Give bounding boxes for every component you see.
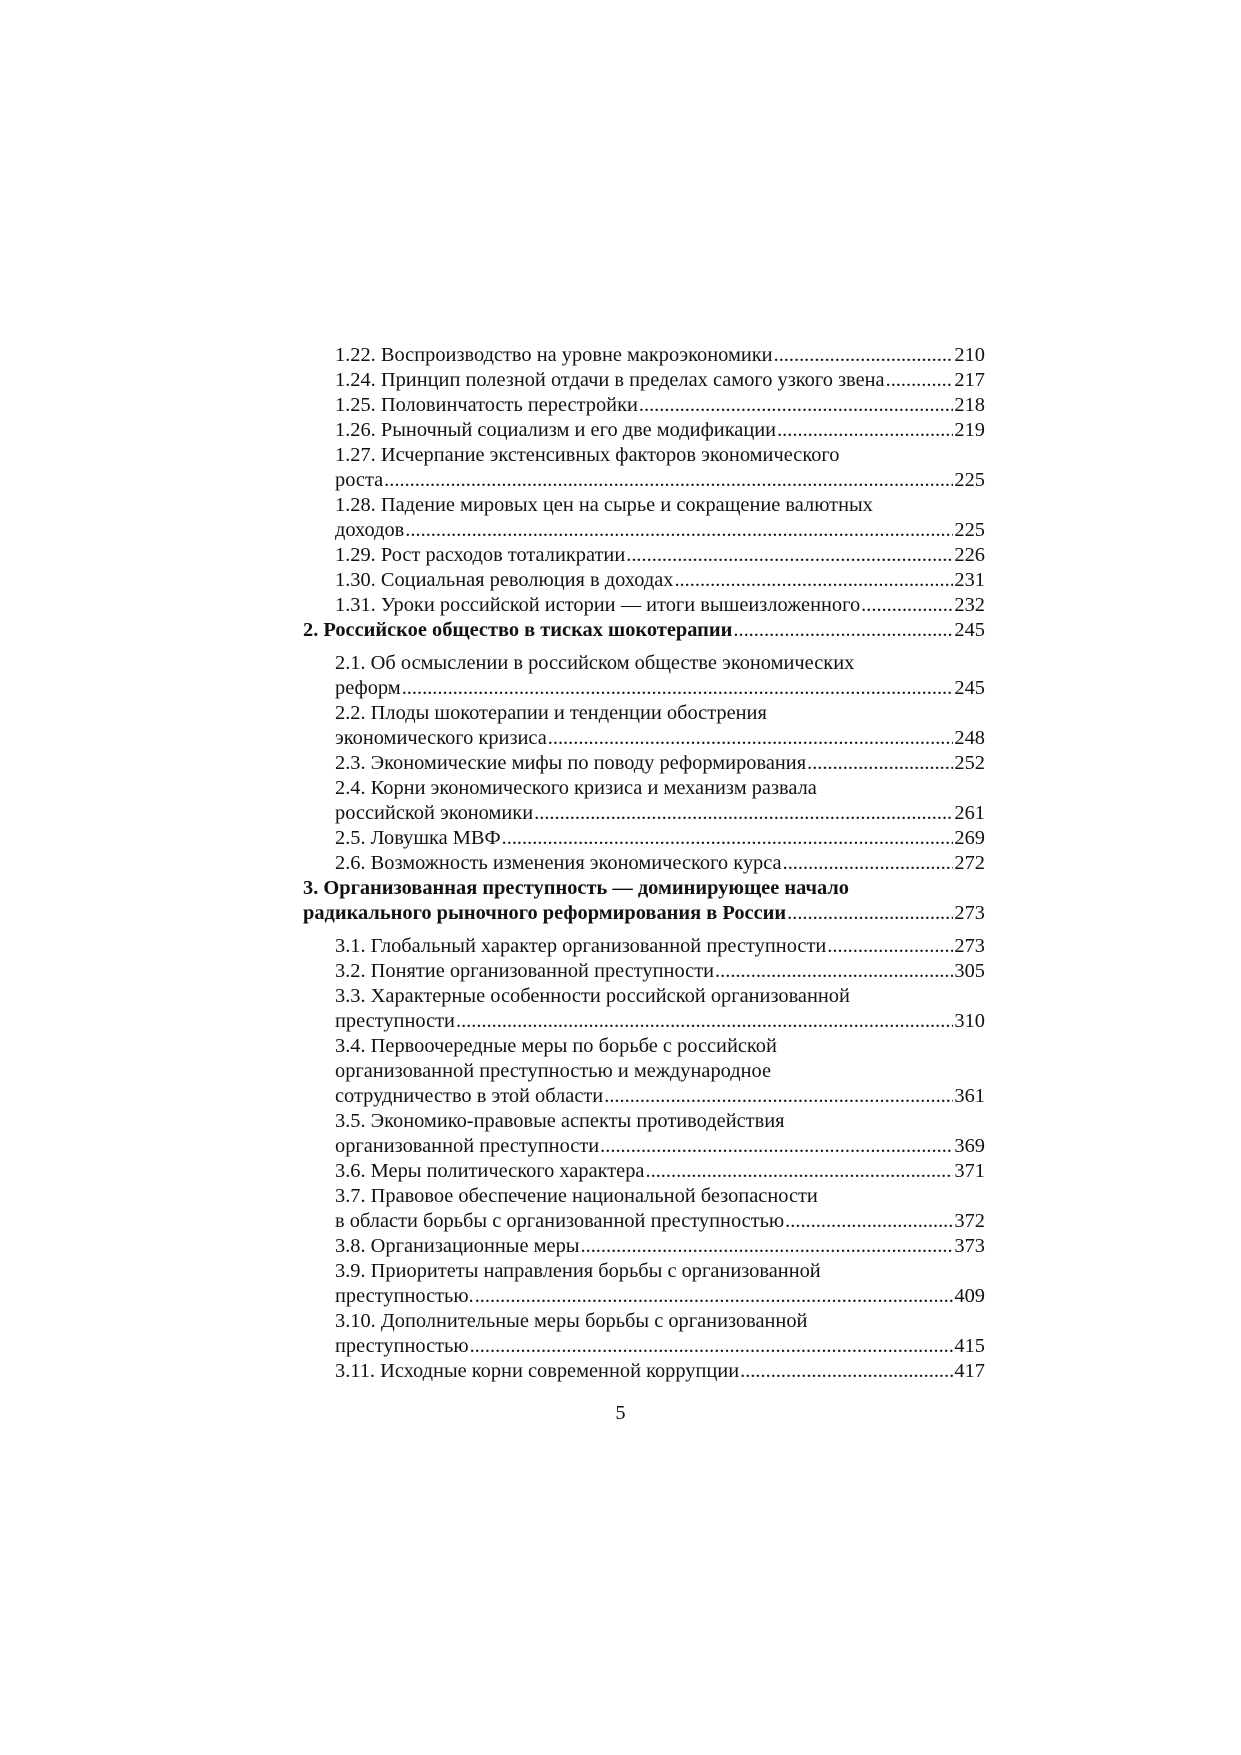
toc-entry-final-line [335, 1234, 985, 1259]
toc-entry-final-line [335, 1084, 985, 1109]
toc-entry-title-line: 2. Российское общество в тисках шокотерапии [303, 619, 733, 641]
toc-section-entry [303, 984, 985, 1034]
toc-entry-title-line: 3.11. Исходные корни современной коррупции [335, 1360, 740, 1382]
toc-entry-title-line: организованной преступностью и международное [335, 1060, 772, 1082]
toc-entry-final-line [335, 1209, 985, 1234]
toc-entry-title-line: экономического кризиса [335, 727, 547, 749]
toc-entry-title-line: организованной преступности [335, 1135, 600, 1157]
toc-section-entry [303, 776, 985, 826]
dot-leader [774, 343, 954, 368]
toc-section-entry [303, 851, 985, 876]
toc-entry-title-line: 1.24. Принцип полезной отдачи в пределах самого узкого звена [335, 369, 885, 391]
dot-leader [626, 543, 953, 568]
dot-leader [600, 1134, 953, 1159]
toc-entry-final-line [335, 801, 985, 826]
toc-page-number: 218 [954, 394, 985, 416]
toc-entry-final-line [335, 468, 985, 493]
dot-leader [715, 959, 953, 984]
toc-entry-final-line [335, 826, 985, 851]
toc-entry-title-line: преступностью [335, 1335, 469, 1357]
toc-entry-final-line [335, 568, 985, 593]
toc-page-number: 269 [954, 827, 985, 849]
dot-leader [581, 1234, 954, 1259]
toc-section-entry [303, 1034, 985, 1109]
toc-entry-final-line [335, 959, 985, 984]
toc-page-number: 219 [954, 419, 985, 441]
toc-entry-title-line: 3.3. Характерные особенности российской организованной [335, 985, 850, 1007]
dot-leader [674, 568, 953, 593]
toc-entry-title-line: доходов [335, 519, 405, 541]
toc-entry-final-line [335, 543, 985, 568]
dot-leader [827, 934, 953, 959]
toc-page-number: 361 [954, 1085, 985, 1107]
toc-section-entry [303, 593, 985, 618]
toc-section-entry [303, 493, 985, 543]
toc-entry-title-line: 3.1. Глобальный характер организованной преступности [335, 935, 827, 957]
toc-entry-title-line: 2.2. Плоды шокотерапии и тенденции обострения [335, 702, 767, 724]
toc-page-number: 272 [954, 852, 985, 874]
toc-entry-title-line: 2.1. Об осмыслении в российском обществе экономических [335, 652, 855, 674]
toc-entry-final-line [335, 1359, 985, 1384]
toc-entry-title-line: реформ [335, 677, 401, 699]
toc-section-entry [303, 1359, 985, 1384]
dot-leader [548, 726, 954, 751]
toc-entry-title-line: 2.5. Ловушка МВФ [335, 827, 501, 849]
toc-page-number: 226 [954, 544, 985, 566]
toc-entry-title-line: в области борьбы с организованной преступностью [335, 1210, 785, 1232]
dot-leader [502, 826, 954, 851]
toc-entry-final-line [335, 851, 985, 876]
dot-leader [733, 618, 953, 643]
toc-chapter-entry [303, 876, 985, 926]
toc-entry-title-line: 3.6. Меры политического характера [335, 1160, 645, 1182]
toc-entry-final-line [335, 726, 985, 751]
toc-entry-final-line [303, 901, 985, 926]
dot-leader [785, 1209, 953, 1234]
toc-entry-title-line: 1.28. Падение мировых цен на сырье и сокращение валютных [335, 494, 873, 516]
toc-page-number: 372 [954, 1210, 985, 1232]
toc-entry-final-line [335, 1334, 985, 1359]
toc-page-number: 252 [954, 752, 985, 774]
toc-section-entry [303, 443, 985, 493]
toc-entry-final-line [335, 368, 985, 393]
toc-section-entry [303, 1184, 985, 1234]
toc-entry-title-line: 1.22. Воспроизводство на уровне макроэкономики [335, 344, 773, 366]
toc-entry-final-line [335, 934, 985, 959]
toc-section-entry [303, 1234, 985, 1259]
dot-leader [534, 801, 953, 826]
toc-entry-title-line: 3.7. Правовое обеспечение национальной безопасности [335, 1185, 818, 1207]
toc-entry-title-line: роста [335, 469, 384, 491]
dot-leader [402, 676, 954, 701]
toc-section-entry [303, 751, 985, 776]
toc-section-entry [303, 1109, 985, 1159]
toc-page-number: 210 [954, 344, 985, 366]
toc-section-entry [303, 343, 985, 368]
toc-section-entry [303, 651, 985, 701]
toc-entry-title-line: 2.3. Экономические мифы по поводу реформирования [335, 752, 807, 774]
toc-entry-title-line: 1.31. Уроки российской истории — итоги вышеизложенного [335, 594, 861, 616]
toc-section-entry [303, 701, 985, 751]
toc-chapter-entry [303, 618, 985, 643]
dot-leader [783, 851, 954, 876]
dot-leader [886, 368, 954, 393]
toc-page-number: 231 [954, 569, 985, 591]
toc-page-number: 305 [954, 960, 985, 982]
toc-entry-final-line [335, 593, 985, 618]
toc-section-entry [303, 543, 985, 568]
toc-page-number: 415 [954, 1335, 985, 1357]
toc-entry-title-line: преступностью. [335, 1285, 474, 1307]
toc-entry-title-line: 1.30. Социальная революция в доходах [335, 569, 674, 591]
toc-entry-title-line: 1.25. Половинчатость перестройки [335, 394, 638, 416]
toc-entry-title-line: 3.9. Приоритеты направления борьбы с организованной [335, 1260, 821, 1282]
toc-page-number: 245 [954, 677, 985, 699]
toc-page-number: 248 [954, 727, 985, 749]
toc-entry-title-line: 1.26. Рыночный социализм и его две модификации [335, 419, 777, 441]
toc-entry-title-line: преступности [335, 1010, 455, 1032]
dot-leader [645, 1159, 953, 1184]
toc-page-number: 217 [954, 369, 985, 391]
toc-page-number: 417 [954, 1360, 985, 1382]
toc-entry-final-line [335, 418, 985, 443]
dot-leader [807, 751, 953, 776]
toc-entry-title-line: сотрудничество в этой области [335, 1085, 604, 1107]
dot-leader [787, 901, 953, 926]
toc-page-number: 273 [954, 902, 985, 924]
toc-entry-final-line [335, 343, 985, 368]
toc-section-entry [303, 826, 985, 851]
toc-page-number: 225 [954, 469, 985, 491]
toc-page-number: 245 [954, 619, 985, 641]
dot-leader [405, 518, 953, 543]
toc-entry-title-line: 3.8. Организационные меры [335, 1235, 580, 1257]
toc-section-entry [303, 368, 985, 393]
dot-leader [384, 468, 953, 493]
toc-entry-title-line: радикального рыночного реформирования в России [303, 902, 787, 924]
toc-section-entry [303, 959, 985, 984]
toc-page-number: 373 [954, 1235, 985, 1257]
toc-entry-final-line [335, 1009, 985, 1034]
dot-leader [777, 418, 953, 443]
dot-leader [861, 593, 953, 618]
toc-entry-final-line [303, 618, 985, 643]
toc-page-number: 232 [954, 594, 985, 616]
toc-page-number: 409 [954, 1285, 985, 1307]
toc-entry-title-line: 3.4. Первоочередные меры по борьбе с российской [335, 1035, 777, 1057]
toc-section-entry [303, 393, 985, 418]
toc-entry-title-line: 3. Организованная преступность — доминирующее начало [303, 877, 849, 899]
toc-entry-title-line: 1.27. Исчерпание экстенсивных факторов экономического [335, 444, 840, 466]
page-number: 5 [615, 1402, 626, 1424]
toc-section-entry [303, 1309, 985, 1359]
toc-entry-final-line [335, 393, 985, 418]
dot-leader [456, 1009, 953, 1034]
dot-leader [604, 1084, 953, 1109]
toc-entry-final-line [335, 1134, 985, 1159]
toc-entry-final-line [335, 1284, 985, 1309]
toc-entry-title-line: 1.29. Рост расходов тоталикратии [335, 544, 626, 566]
toc-section-entry [303, 1259, 985, 1309]
toc-page-number: 273 [954, 935, 985, 957]
toc-page-number: 225 [954, 519, 985, 541]
dot-leader [475, 1284, 954, 1309]
dot-leader [639, 393, 954, 418]
toc-entry-title-line: 3.10. Дополнительные меры борьбы с организованной [335, 1310, 808, 1332]
toc-entry-title-line: российской экономики [335, 802, 534, 824]
toc-entry-final-line [335, 676, 985, 701]
toc-section-entry [303, 934, 985, 959]
toc-page-number: 371 [954, 1160, 985, 1182]
table-of-contents [303, 343, 985, 1384]
dot-leader [470, 1334, 954, 1359]
toc-section-entry [303, 568, 985, 593]
toc-entry-title-line: 2.6. Возможность изменения экономического курса [335, 852, 782, 874]
toc-section-entry [303, 1159, 985, 1184]
toc-entry-final-line [335, 1159, 985, 1184]
toc-page-number: 369 [954, 1135, 985, 1157]
dot-leader [740, 1359, 953, 1384]
toc-entry-title-line: 2.4. Корни экономического кризиса и механизм развала [335, 777, 817, 799]
toc-entry-title-line: 3.2. Понятие организованной преступности [335, 960, 715, 982]
toc-page-number: 261 [954, 802, 985, 824]
toc-section-entry [303, 418, 985, 443]
toc-entry-final-line [335, 518, 985, 543]
toc-entry-title-line: 3.5. Экономико-правовые аспекты противодействия [335, 1110, 785, 1132]
toc-entry-final-line [335, 751, 985, 776]
toc-page-number: 310 [954, 1010, 985, 1032]
